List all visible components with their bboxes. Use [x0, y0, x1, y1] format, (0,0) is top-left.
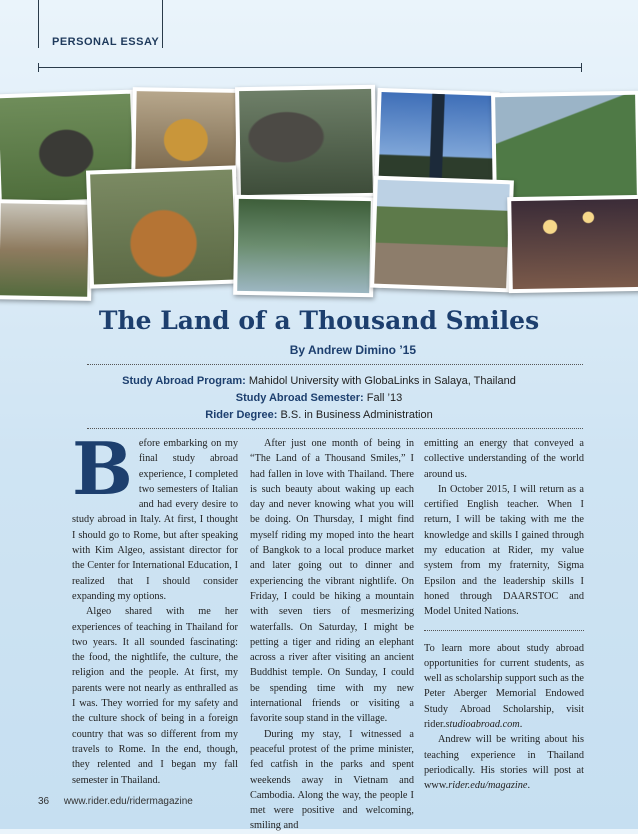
paragraph: To learn more about study abroad opportunities for current students, as well as scholarship support such as the Peter Aberger Memorial Endowed Study Abroad Scholarship, visit rider.studioabroad.com.: [424, 642, 584, 731]
photo-building: [0, 199, 93, 301]
paragraph: In October 2015, I will return as a certified English teacher. When I return, I will be taking with me the knowledge and skills I gained through my education at Rider, my value system from my fraternity, Sigma Epsilon and the leadership skills I honed through DAARSTOC and Model United Nations.: [424, 483, 584, 618]
page-number: 36: [38, 796, 50, 807]
studioabroad-link[interactable]: studioabroad.com: [445, 719, 520, 731]
photo-railway: [370, 176, 514, 293]
footer-url[interactable]: www.rider.edu/ridermagazine: [63, 796, 193, 807]
paragraph: After just one month of being in “The Land of a Thousand Smiles,” I had fallen in love with Thailand. There is such beauty about waking up each day and never knowing what you will be doing. On Thursday, I might find myself riding my moped into the heart of Bangkok to a local produce market and later going out to dinner and experiencing the vibrant nightlife. On Friday, I could be hiking a mountain with seven tiers of mesmerizing waterfalls. On Saturday, I might be petting a tiger and riding an elephant across a river after visiting an ancient Buddhist temple. On Sunday, I could be spending time with my new international friends or visiting a favorite soup stand in the village.: [250, 438, 414, 725]
corner-mark-left: [38, 0, 39, 48]
paragraph: Andrew will be writing about his teaching experience in Thailand periodically. His stories will post at www.rider.edu/magazine.: [424, 734, 584, 792]
top-rule: [38, 67, 582, 68]
magazine-link[interactable]: rider.edu/magazine: [448, 780, 528, 792]
paragraph: During my stay, I witnessed a peaceful protest of the prime minister, fed catfish in the parks and spent weekends away in Vietnam and Cambodia. Along the way, the people I met were positive and welcoming, smiling and: [250, 728, 414, 832]
paragraph: Algeo shared with me her experiences of teaching in Thailand for two years. It all sounded fascinating: the food, the nightlife, the culture, the religion and the people. At first, my parents were not nearly as enthralled as I was. They worried for my safety and the culture shock of being in a foreign country that was so different from my travels to Rome. In the end, though, they relented and I began my fall semester in Thailand.: [72, 606, 238, 786]
byline: By Andrew Dimino ’15: [289, 343, 416, 357]
photo-elephant-group: [235, 85, 377, 199]
divider-top: [87, 364, 583, 365]
paragraph: emitting an energy that conveyed a collective understanding of the world around us.: [424, 438, 584, 480]
program-label: Study Abroad Program:: [122, 375, 246, 387]
photo-buddha-statue: [374, 88, 499, 188]
degree-label: Rider Degree:: [205, 409, 278, 421]
corner-mark-right: [162, 0, 163, 48]
article-title: The Land of a Thousand Smiles: [98, 306, 540, 335]
page-footer: [38, 796, 205, 807]
column-2: [250, 436, 414, 834]
column-3: [424, 436, 584, 794]
photo-buddha-head: [131, 87, 241, 177]
column-1: [72, 426, 238, 788]
photo-waterfall: [233, 195, 375, 297]
program-line: [0, 375, 638, 387]
degree-line: [0, 409, 638, 421]
paragraph: Before embarking on my final study abroad experience, I completed two semesters of Italian and had every desire to study abroad in Italy. At first, I thought I should go to Rome, but after speaking with Kim Algeo, assistant director for the Center for International Education, I realized that I should consider expanding my options.: [72, 426, 238, 602]
drop-cap: B: [72, 426, 133, 511]
semester-value: Fall ’13: [366, 392, 403, 404]
program-value: Mahidol University with GlobaLinks in Salaya, Thailand: [248, 375, 516, 387]
section-label: PERSONAL ESSAY: [52, 36, 160, 48]
photo-lanterns: [507, 195, 638, 293]
semester-line: [0, 392, 638, 404]
degree-value: B.S. in Business Administration: [280, 409, 433, 421]
semester-label: Study Abroad Semester:: [235, 392, 364, 404]
divider-bottom: [87, 428, 583, 429]
column-divider: [424, 630, 584, 631]
photo-tiger: [86, 165, 240, 288]
